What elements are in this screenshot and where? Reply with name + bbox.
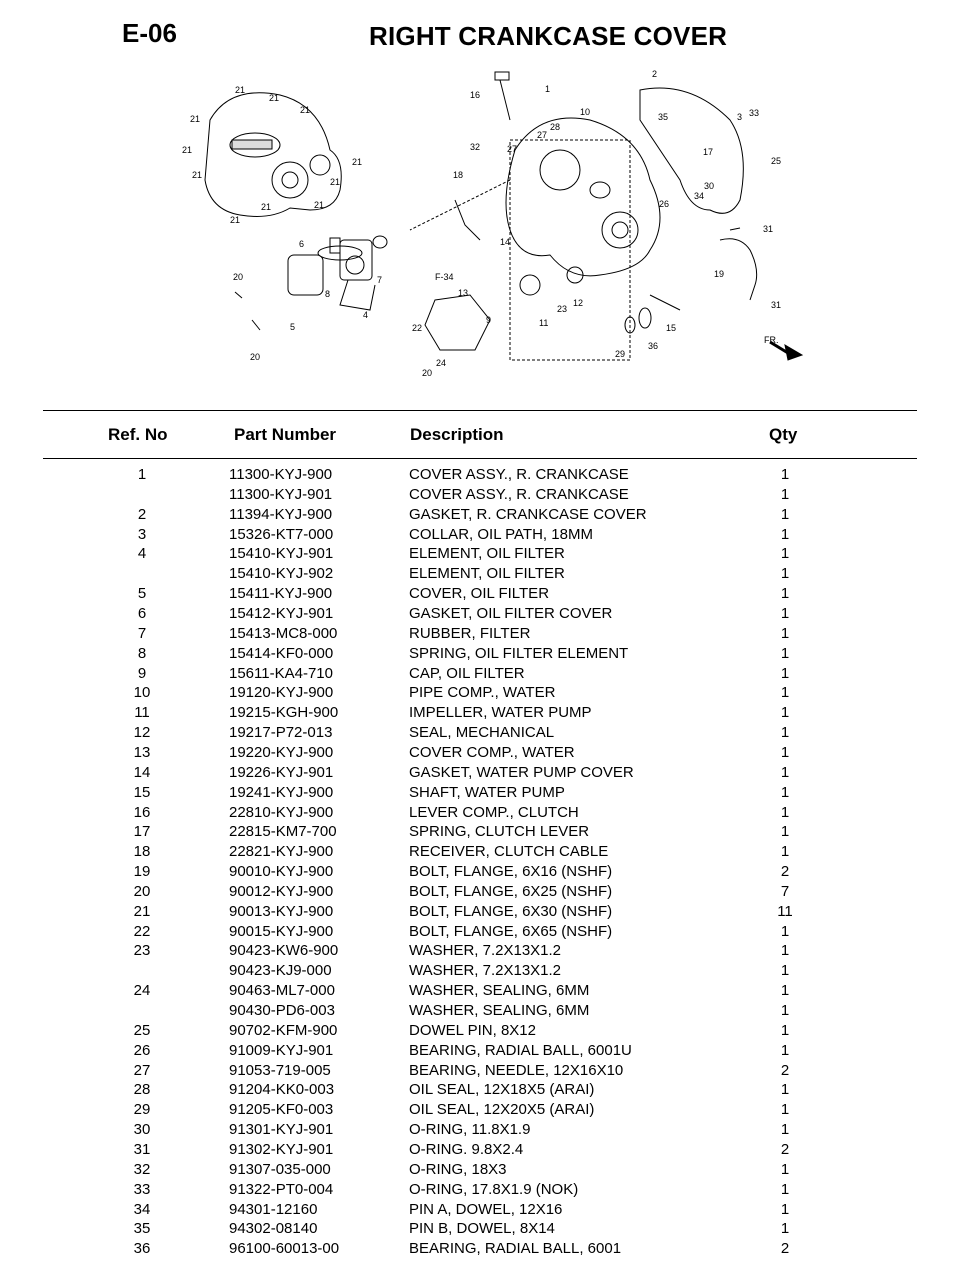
callout-label: 16 xyxy=(470,90,481,100)
callout-label: 20 xyxy=(233,272,244,282)
description-cell: LEVER COMP., CLUTCH xyxy=(409,803,579,821)
table-row xyxy=(0,1081,969,1101)
table-row xyxy=(0,1161,969,1181)
callout-label: 31 xyxy=(763,224,774,234)
table-row xyxy=(0,1002,969,1022)
table-row xyxy=(0,1101,969,1121)
ref-cell: 32 xyxy=(133,1160,151,1178)
callout-label: 6 xyxy=(299,239,305,249)
table-row xyxy=(0,784,969,804)
description-cell: BOLT, FLANGE, 6X30 (NSHF) xyxy=(409,902,613,920)
description-cell: COLLAR, OIL PATH, 18MM xyxy=(409,525,593,543)
ref-cell: 36 xyxy=(133,1240,151,1258)
ref-cell: 18 xyxy=(133,843,151,861)
callout-label: 30 xyxy=(704,181,715,191)
callout-label: 26 xyxy=(659,199,670,209)
qty-cell: 2 xyxy=(780,1140,790,1158)
water-pump-illustration xyxy=(425,267,680,350)
callout-label: 28 xyxy=(550,122,561,132)
callout-label: 27 xyxy=(537,130,548,140)
qty-cell: 1 xyxy=(780,664,790,682)
description-cell: GASKET, WATER PUMP COVER xyxy=(409,763,634,781)
part-number-cell: 91205-KF0-003 xyxy=(229,1101,334,1119)
callout-label: 7 xyxy=(377,275,383,285)
ref-cell: 22 xyxy=(133,922,151,940)
description-cell: BEARING, NEEDLE, 12X16X10 xyxy=(409,1061,624,1079)
gasket-illustration xyxy=(640,88,743,213)
part-number-cell: 91009-KYJ-901 xyxy=(229,1041,334,1059)
ref-cell: 12 xyxy=(133,724,151,741)
part-number-cell: 15413-MC8-000 xyxy=(229,624,338,642)
description-cell: WASHER, SEALING, 6MM xyxy=(409,1002,590,1019)
table-row xyxy=(0,585,969,605)
ref-cell: 7 xyxy=(137,624,147,642)
description-cell: DOWEL PIN, 8X12 xyxy=(409,1021,536,1039)
table-row xyxy=(0,665,969,685)
part-number-cell: 19217-P72-013 xyxy=(229,724,333,741)
table-header-rule xyxy=(43,458,917,459)
table-row xyxy=(0,486,969,506)
callout-label: 11 xyxy=(539,318,549,328)
ref-cell: 21 xyxy=(133,902,151,920)
part-number-cell: 91322-PT0-004 xyxy=(229,1180,334,1198)
description-cell: SEAL, MECHANICAL xyxy=(409,724,555,741)
ref-cell: 3 xyxy=(137,525,147,543)
description-cell: COVER ASSY., R. CRANKCASE xyxy=(409,466,629,483)
qty-cell: 1 xyxy=(780,1180,790,1198)
part-number-cell: 22815-KM7-700 xyxy=(229,823,337,841)
table-row xyxy=(0,625,969,645)
table-row xyxy=(0,843,969,863)
part-number-cell: 15410-KYJ-901 xyxy=(229,545,334,563)
qty-cell: 1 xyxy=(780,783,790,801)
callout-label: 12 xyxy=(573,298,584,308)
table-row xyxy=(0,923,969,943)
callout-label: 19 xyxy=(714,269,725,279)
qty-cell: 1 xyxy=(780,466,790,483)
callout-label: 23 xyxy=(557,304,568,314)
ref-cell: 13 xyxy=(133,743,151,761)
callout-label: 21 xyxy=(300,105,311,115)
qty-cell: 1 xyxy=(780,803,790,821)
part-number-cell: 19220-KYJ-900 xyxy=(229,743,334,761)
table-row xyxy=(0,565,969,585)
table-row xyxy=(0,823,969,843)
table-row xyxy=(0,744,969,764)
part-number-cell: 22821-KYJ-900 xyxy=(229,843,334,861)
qty-cell: 1 xyxy=(780,1002,790,1019)
callout-label: 5 xyxy=(290,322,296,332)
crankcase-cover-left-illustration xyxy=(205,93,341,217)
description-cell: SHAFT, WATER PUMP xyxy=(409,783,565,801)
table-row xyxy=(0,1181,969,1201)
description-cell: BOLT, FLANGE, 6X16 (NSHF) xyxy=(409,863,613,880)
ref-cell: 24 xyxy=(133,982,151,1000)
qty-cell: 1 xyxy=(780,823,790,841)
description-cell: O-RING, 11.8X1.9 xyxy=(409,1121,531,1139)
callout-label: 34 xyxy=(694,191,705,201)
qty-cell: 1 xyxy=(780,724,790,741)
qty-cell: 1 xyxy=(780,1081,790,1099)
ref-cell: 28 xyxy=(133,1081,151,1099)
ref-cell: 29 xyxy=(133,1101,151,1119)
qty-cell: 1 xyxy=(780,605,790,622)
callout-label: 27 xyxy=(507,144,518,154)
description-cell: IMPELLER, WATER PUMP xyxy=(409,704,592,722)
qty-cell: 1 xyxy=(780,485,790,503)
qty-cell: 1 xyxy=(780,505,790,523)
ref-cell: 27 xyxy=(133,1061,151,1079)
qty-cell: 1 xyxy=(780,922,790,940)
ref-cell: 10 xyxy=(133,684,151,702)
ref-cell: 30 xyxy=(133,1121,151,1139)
description-cell: GASKET, OIL FILTER COVER xyxy=(409,605,613,622)
table-row xyxy=(0,684,969,704)
part-number-cell: 90015-KYJ-900 xyxy=(229,922,334,940)
part-number-cell: 19120-KYJ-900 xyxy=(229,684,334,702)
description-cell: SPRING, CLUTCH LEVER xyxy=(409,823,590,841)
right-crankcase-cover-illustration xyxy=(410,118,660,360)
table-row xyxy=(0,804,969,824)
part-number-cell: 90430-PD6-003 xyxy=(229,1002,335,1019)
callout-label: 21 xyxy=(330,177,341,187)
ref-cell: 9 xyxy=(137,664,147,682)
description-cell: RECEIVER, CLUTCH CABLE xyxy=(409,843,609,861)
part-number-cell: 15411-KYJ-900 xyxy=(229,585,333,603)
description-cell: WASHER, 7.2X13X1.2 xyxy=(409,962,562,980)
callout-label: F-34 xyxy=(435,272,454,282)
description-cell: BOLT, FLANGE, 6X65 (NSHF) xyxy=(409,922,613,940)
part-number-cell: 90010-KYJ-900 xyxy=(229,863,334,880)
part-number-cell: 22810-KYJ-900 xyxy=(229,803,334,821)
callout-label: 36 xyxy=(648,341,659,351)
description-cell: WASHER, SEALING, 6MM xyxy=(409,982,590,1000)
column-header-description: Description xyxy=(410,425,504,444)
table-row xyxy=(0,605,969,625)
exploded-parts-diagram xyxy=(170,60,810,380)
part-number-cell: 90013-KYJ-900 xyxy=(229,902,334,920)
part-number-cell: 91301-KYJ-901 xyxy=(229,1121,334,1139)
part-number-cell: 15414-KF0-000 xyxy=(229,644,334,662)
description-cell: OIL SEAL, 12X18X5 (ARAI) xyxy=(409,1081,595,1099)
description-cell: ELEMENT, OIL FILTER xyxy=(409,545,565,563)
table-row xyxy=(0,466,969,486)
callout-label: 10 xyxy=(580,107,591,117)
table-row xyxy=(0,1022,969,1042)
callout-label: 1 xyxy=(545,84,551,94)
page-title: RIGHT CRANKCASE COVER xyxy=(369,21,728,51)
ref-cell: 23 xyxy=(133,942,151,960)
qty-cell: 1 xyxy=(780,843,790,861)
table-row xyxy=(0,1201,969,1221)
qty-cell: 1 xyxy=(780,585,790,603)
column-header-ref: Ref. No xyxy=(108,425,168,444)
qty-cell: 1 xyxy=(780,1121,790,1139)
callout-label: 21 xyxy=(261,202,272,212)
callout-label: 24 xyxy=(436,358,447,368)
table-row xyxy=(0,903,969,923)
ref-cell: 20 xyxy=(133,882,151,900)
part-number-cell: 15326-KT7-000 xyxy=(229,525,334,543)
table-row xyxy=(0,645,969,665)
ref-cell: 5 xyxy=(137,585,147,603)
table-row xyxy=(0,1042,969,1062)
qty-cell: 1 xyxy=(780,704,790,722)
callout-label: 21 xyxy=(352,157,363,167)
description-cell: CAP, OIL FILTER xyxy=(409,664,525,682)
description-cell: COVER ASSY., R. CRANKCASE xyxy=(409,485,629,503)
callout-label: 35 xyxy=(658,112,669,122)
ref-cell: 35 xyxy=(133,1220,151,1238)
qty-cell: 1 xyxy=(780,684,790,702)
ref-cell: 4 xyxy=(137,545,147,563)
callout-label: 8 xyxy=(325,289,331,299)
part-number-cell: 94301-12160 xyxy=(229,1200,318,1218)
table-row xyxy=(0,942,969,962)
part-number-cell: 91053-719-005 xyxy=(229,1061,331,1079)
table-row xyxy=(0,764,969,784)
part-number-cell: 15410-KYJ-902 xyxy=(229,565,334,583)
callout-label: 21 xyxy=(230,215,241,225)
callout-label: FR. xyxy=(764,335,779,345)
table-row xyxy=(0,962,969,982)
table-row xyxy=(0,545,969,565)
part-number-cell: 19241-KYJ-900 xyxy=(229,783,334,801)
description-cell: SPRING, OIL FILTER ELEMENT xyxy=(409,644,629,662)
callout-label: 29 xyxy=(615,349,626,359)
callout-label: 22 xyxy=(412,323,423,333)
table-row xyxy=(0,863,969,883)
table-row xyxy=(0,704,969,724)
diagram-code: E-06 xyxy=(122,18,177,48)
description-cell: COVER, OIL FILTER xyxy=(409,585,550,603)
qty-cell: 1 xyxy=(780,1101,790,1119)
qty-cell: 1 xyxy=(780,1021,790,1039)
callout-label: 21 xyxy=(190,114,201,124)
part-number-cell: 15611-KA4-710 xyxy=(229,664,333,682)
qty-cell: 1 xyxy=(780,525,790,543)
part-number-cell: 91307-035-000 xyxy=(229,1160,331,1178)
qty-cell: 2 xyxy=(780,1240,790,1258)
part-number-cell: 90423-KJ9-000 xyxy=(229,962,332,980)
column-header-part-number: Part Number xyxy=(234,425,337,444)
part-number-cell: 90702-KFM-900 xyxy=(229,1021,338,1039)
table-row xyxy=(0,982,969,1002)
callout-label: 14 xyxy=(500,237,511,247)
qty-cell: 1 xyxy=(780,743,790,761)
table-row xyxy=(0,1121,969,1141)
description-cell: PIPE COMP., WATER xyxy=(409,684,556,702)
qty-cell: 2 xyxy=(780,863,790,880)
ref-cell: 19 xyxy=(133,863,151,880)
part-number-cell: 11300-KYJ-901 xyxy=(229,485,333,503)
ref-cell: 33 xyxy=(133,1180,151,1198)
part-number-cell: 11394-KYJ-900 xyxy=(229,505,333,523)
callout-label: 3 xyxy=(737,112,743,122)
part-number-cell: 96100-60013-00 xyxy=(229,1240,340,1258)
description-cell: BOLT, FLANGE, 6X25 (NSHF) xyxy=(409,882,613,900)
ref-cell: 17 xyxy=(133,823,151,841)
part-number-cell: 94302-08140 xyxy=(229,1220,318,1238)
callout-label: 20 xyxy=(250,352,261,362)
ref-cell: 26 xyxy=(133,1041,151,1059)
part-number-cell: 15412-KYJ-901 xyxy=(229,605,334,622)
callout-label: 4 xyxy=(363,310,369,320)
table-row xyxy=(0,506,969,526)
callout-label: 21 xyxy=(235,85,246,95)
description-cell: COVER COMP., WATER xyxy=(409,743,575,761)
qty-cell: 1 xyxy=(780,624,790,642)
qty-cell: 1 xyxy=(780,962,790,980)
callout-label: 13 xyxy=(458,288,469,298)
callout-label: 20 xyxy=(422,368,433,378)
ref-cell: 2 xyxy=(137,505,147,523)
qty-cell: 1 xyxy=(780,1220,790,1238)
ref-cell: 25 xyxy=(133,1021,151,1039)
qty-cell: 1 xyxy=(780,1160,790,1178)
qty-cell: 2 xyxy=(780,1061,790,1079)
column-header-qty: Qty xyxy=(769,425,798,444)
table-top-rule xyxy=(43,410,917,411)
description-cell: ELEMENT, OIL FILTER xyxy=(409,565,565,583)
qty-cell: 1 xyxy=(780,982,790,1000)
callout-label: 21 xyxy=(269,93,280,103)
callout-label: 21 xyxy=(182,145,193,155)
part-number-cell: 11300-KYJ-900 xyxy=(229,466,333,483)
description-cell: O-RING, 18X3 xyxy=(409,1160,507,1178)
ref-cell: 6 xyxy=(137,605,147,622)
description-cell: RUBBER, FILTER xyxy=(409,624,531,642)
callout-labels xyxy=(182,69,781,378)
qty-cell: 1 xyxy=(780,763,790,781)
ref-cell: 16 xyxy=(133,803,151,821)
ref-cell: 15 xyxy=(133,783,151,801)
qty-cell: 1 xyxy=(780,545,790,563)
part-number-cell: 91204-KK0-003 xyxy=(229,1081,335,1099)
table-row xyxy=(0,1220,969,1240)
callout-label: 21 xyxy=(192,170,203,180)
ref-cell: 31 xyxy=(133,1140,151,1158)
part-number-cell: 19226-KYJ-901 xyxy=(229,763,334,781)
description-cell: WASHER, 7.2X13X1.2 xyxy=(409,942,562,960)
callout-label: 25 xyxy=(771,156,782,166)
callout-label: 15 xyxy=(666,323,677,333)
description-cell: PIN B, DOWEL, 8X14 xyxy=(409,1220,555,1238)
table-row xyxy=(0,1141,969,1161)
callout-label: 2 xyxy=(652,69,658,79)
description-cell: GASKET, R. CRANKCASE COVER xyxy=(409,505,647,523)
table-row xyxy=(0,724,969,744)
part-number-cell: 91302-KYJ-901 xyxy=(229,1140,334,1158)
description-cell: BEARING, RADIAL BALL, 6001U xyxy=(409,1041,632,1059)
callout-label: 21 xyxy=(314,200,325,210)
description-cell: BEARING, RADIAL BALL, 6001 xyxy=(409,1240,622,1258)
table-row xyxy=(0,1062,969,1082)
callout-label: 18 xyxy=(453,170,464,180)
ref-cell: 11 xyxy=(134,704,150,722)
ref-cell: 14 xyxy=(133,763,151,781)
table-row xyxy=(0,526,969,546)
part-number-cell: 90423-KW6-900 xyxy=(229,942,339,960)
description-cell: OIL SEAL, 12X20X5 (ARAI) xyxy=(409,1101,595,1119)
qty-cell: 1 xyxy=(780,644,790,662)
callout-label: 32 xyxy=(470,142,481,152)
part-number-cell: 90463-ML7-000 xyxy=(229,982,335,1000)
ref-cell: 8 xyxy=(137,644,147,662)
qty-cell: 11 xyxy=(777,902,793,920)
table-row xyxy=(0,883,969,903)
callout-label: 31 xyxy=(771,300,782,310)
ref-cell: 34 xyxy=(133,1200,151,1218)
qty-cell: 1 xyxy=(780,565,790,583)
callout-label: 33 xyxy=(749,108,760,118)
qty-cell: 7 xyxy=(780,882,790,900)
part-number-cell: 19215-KGH-900 xyxy=(229,704,339,722)
ref-cell: 1 xyxy=(137,466,147,483)
part-number-cell: 90012-KYJ-900 xyxy=(229,882,334,900)
table-row xyxy=(0,1240,969,1260)
qty-cell: 1 xyxy=(780,1200,790,1218)
callout-label: 17 xyxy=(703,147,714,157)
description-cell: O-RING, 17.8X1.9 (NOK) xyxy=(409,1180,579,1198)
callout-label: 9 xyxy=(486,315,492,325)
description-cell: O-RING. 9.8X2.4 xyxy=(409,1140,524,1158)
qty-cell: 1 xyxy=(780,942,790,960)
description-cell: PIN A, DOWEL, 12X16 xyxy=(409,1200,563,1218)
qty-cell: 1 xyxy=(780,1041,790,1059)
